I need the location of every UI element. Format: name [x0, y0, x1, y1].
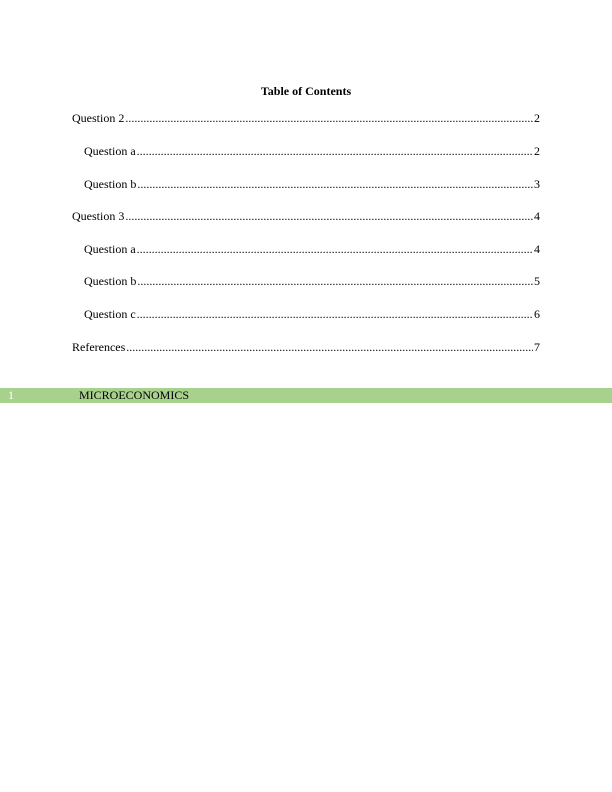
running-header: MICROECONOMICS: [79, 388, 190, 402]
toc-leader-dots: [137, 306, 533, 322]
toc-entry-question-2a[interactable]: [84, 143, 540, 159]
toc-leader-dots: [125, 110, 533, 126]
toc-entry-label: Question 2: [72, 111, 125, 125]
toc-entry-page: 3: [534, 177, 540, 191]
toc-entry-label: Question b: [84, 177, 137, 191]
toc-entry-page: 2: [534, 144, 540, 158]
toc-entry-label: Question a: [84, 144, 136, 158]
toc-leader-dots: [126, 339, 533, 355]
toc-entry-page: 4: [534, 242, 540, 256]
toc-entry-page: 2: [534, 111, 540, 125]
toc-leader-dots: [137, 143, 533, 159]
toc-entry-question-3b[interactable]: [84, 273, 540, 289]
toc-entry-page: 7: [534, 340, 540, 354]
toc-entry-page: 4: [534, 209, 540, 223]
page-header-band: [0, 388, 612, 403]
toc-entry-references[interactable]: [72, 339, 540, 355]
toc-entry-label: Question c: [84, 307, 136, 321]
toc-entry-question-2b[interactable]: [84, 176, 540, 192]
page-number: 1: [8, 388, 14, 402]
toc-leader-dots: [137, 176, 533, 192]
toc-leader-dots: [125, 208, 533, 224]
toc-entry-label: Question a: [84, 242, 136, 256]
toc-entry-question-2[interactable]: [72, 110, 540, 126]
toc-title: Table of Contents: [260, 84, 352, 98]
toc-entry-label: References: [72, 340, 126, 354]
toc-entry-label: Question b: [84, 274, 137, 288]
toc-leader-dots: [137, 241, 533, 257]
toc-entry-question-3a[interactable]: [84, 241, 540, 257]
toc-entry-page: 6: [534, 307, 540, 321]
toc-entry-question-3c[interactable]: [84, 306, 540, 322]
toc-entry-question-3[interactable]: [72, 208, 540, 224]
toc-entry-label: Question 3: [72, 209, 125, 223]
toc-entry-page: 5: [534, 274, 540, 288]
toc-leader-dots: [137, 273, 533, 289]
